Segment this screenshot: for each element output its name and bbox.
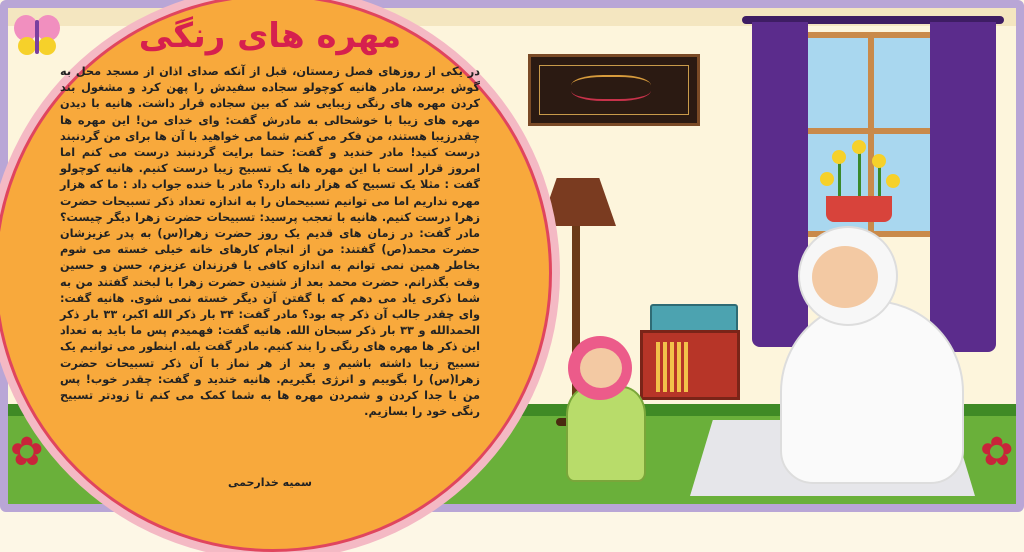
daffodil-icon — [872, 154, 886, 168]
curtain-right — [930, 22, 996, 352]
cabinet — [640, 330, 740, 400]
flower-stem — [858, 150, 861, 200]
girl-figure — [566, 386, 646, 482]
flower-pot — [826, 196, 892, 222]
cabinet-slats — [656, 342, 690, 392]
curtain-left — [752, 22, 808, 347]
flower-icon: ✿ — [10, 429, 44, 475]
daffodil-icon — [820, 172, 834, 186]
window-transom — [802, 128, 940, 134]
daffodil-icon — [886, 174, 900, 188]
story-text: در یکی از روزهای فصل زمستان، قبل از آنکه صدای اذان از مسجد محل به گوش برسد، مادر هانیه کوچولو سجاده سفیدش را پهن کرد و مشغول بند کردن مهره های رنگی زیبایی شد که بین سجاده قرار داشت. هانیه با دیدن مهره های زیبا با خوشحالی به مادرش گفت: وای خدای من! این مهره ها چقدرزیبا هستند، من فکر می کنم شما می خواهید با آن ها برای من گردنبند درست کنید! مادر خندید و گفت: حتما برایت گردنبند درست می کنم اما امروز قرار است با این مهره ها یک تسبیح زیبا درست کنیم. هانیه کوچولو گفت : مثلا یک تسبیح که هزار دانه دارد؟ مادر با خنده جواب داد : ما که هزار مهره نداریم اما می توانیم تسبیحمان را به اندازه تعداد ذکر تسبیحات حضرت زهرا درست کنیم. هانیه با تعجب پرسید: تسبیحات حضرت زهرا دیگر چیست؟ مادر گفت: در زمان های قدیم یک روز حضرت زهرا(س) به پدر عزیزشان حضرت محمد(ص) گفتند: من از انجام کارهای خانه خیلی خسته می شوم بخاطر همین نمی توانم به اندازه کافی با فرزندان عزیزم، حسن و حسین وقت بگذرانم. حضرت محمد بعد از شنیدن حضرت زهرا با لبخند گفتند من به شما ذکری یاد می دهم که با گفتن آن دیگر خسته نمی شوی. هانیه گفت: وای چقدر جالب آن ذکر چه بود؟ مادر گفت: ۳۴ بار ذکر الله اکبر، ۳۳ بار ذکر الحمدالله و ۳۳ بار ذکر سبحان الله. هانیه گفت: فهمیدم پس ما باید به تعداد این ذکر ها مهره های رنگی را بند کنیم. مادر گفت بله. اینطور می توانیم یک تسبیح زیبا داشته باشیم و بعد از هر نماز با آن ذکر تسبیحات حضرت زهرا(س) را بگوییم و انرژی بگیریم. هانیه خندید و گفت: چقدر خوب! پس من با جدا کردن و شمردن مهره ها به شما کمک می کنم تا زودتر تسبیح رنگی خود را بسازیم. — [60, 65, 481, 419]
mother-face — [812, 246, 878, 308]
daffodil-icon — [832, 150, 846, 164]
mother-figure — [780, 300, 964, 484]
daffodil-icon — [852, 140, 866, 154]
flower-icon: ✿ — [980, 429, 1014, 475]
page-title: مهره های رنگی — [138, 16, 402, 56]
flower-stem — [838, 160, 841, 200]
calligraphy-icon — [571, 75, 651, 101]
girl-face — [580, 348, 622, 388]
butterfly-icon — [12, 12, 62, 58]
author-name: سمیه خدارحمی — [228, 476, 312, 489]
calligraphy-frame — [528, 54, 700, 126]
